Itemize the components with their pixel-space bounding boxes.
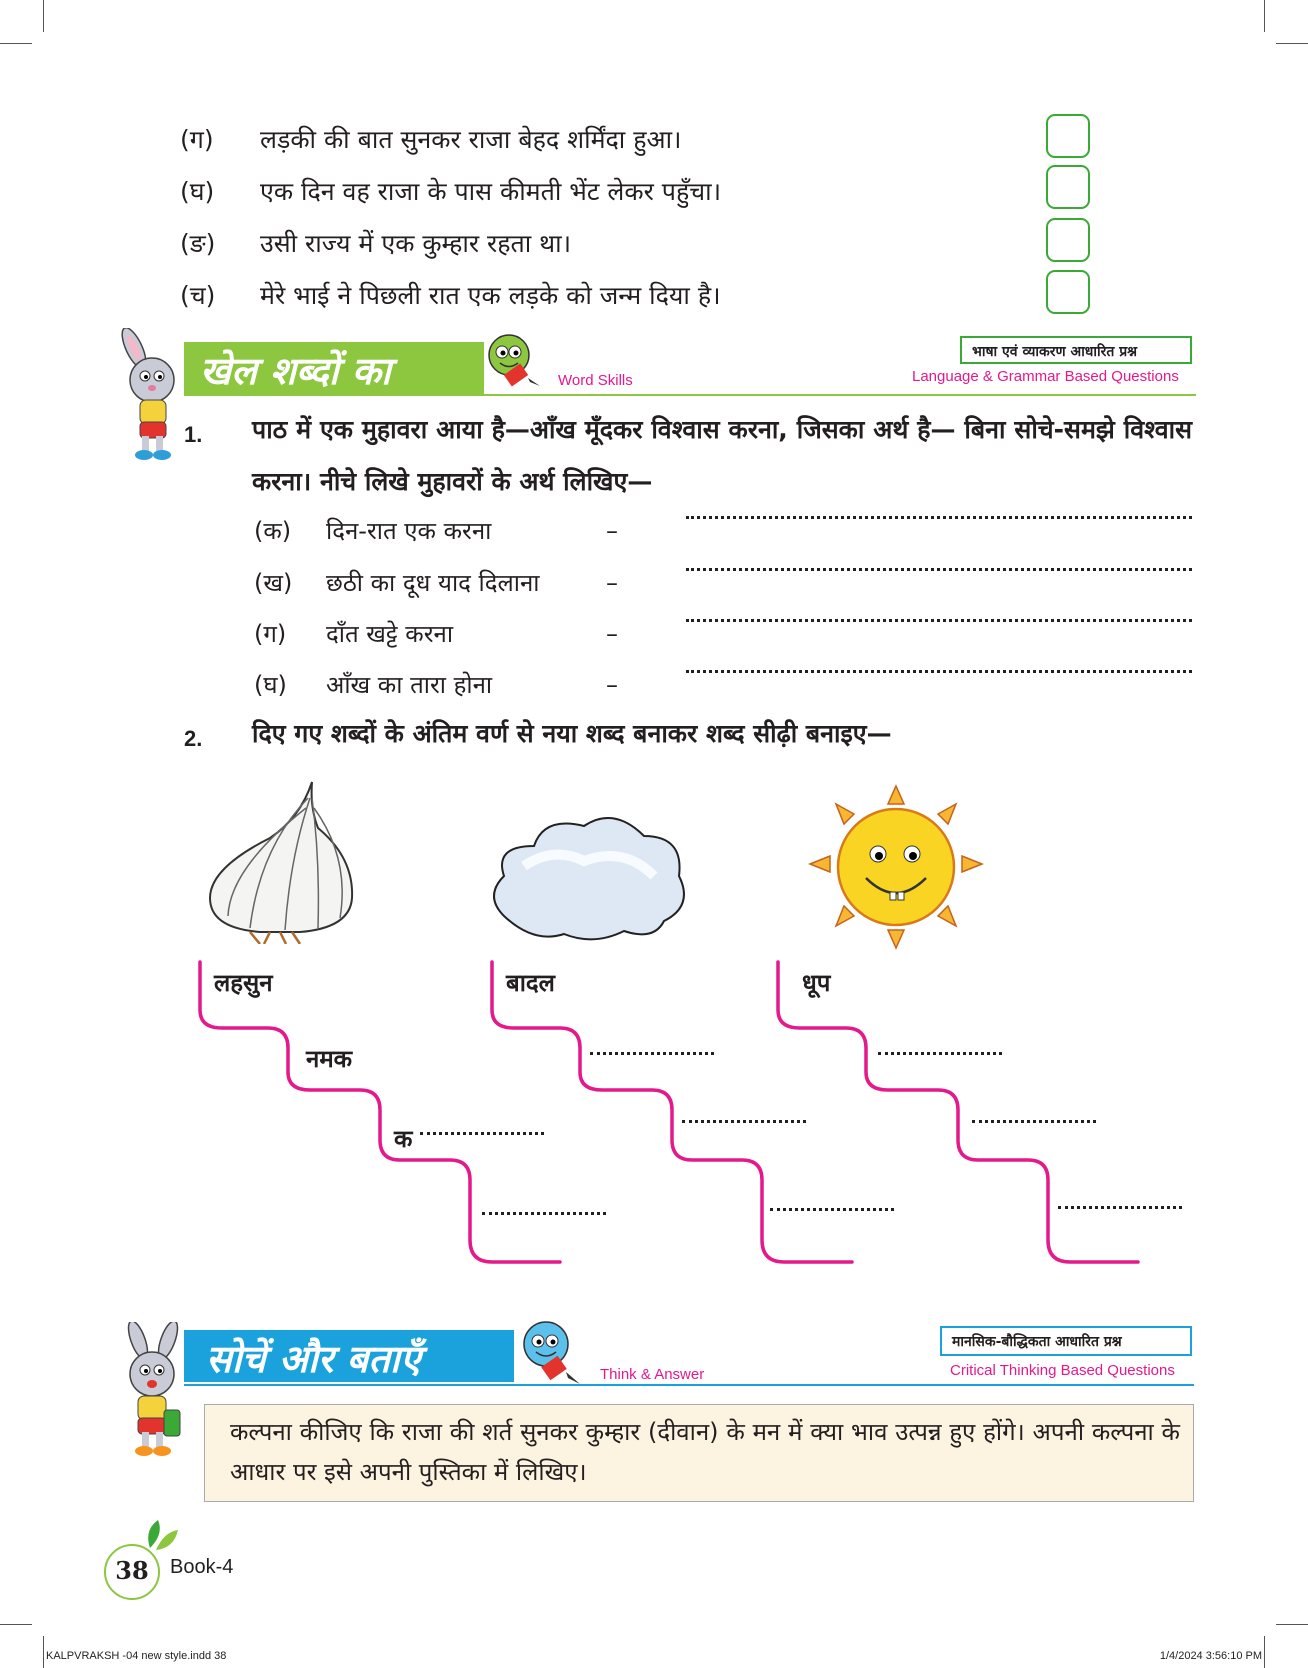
section1-banner-title: खेल शब्दों का	[200, 348, 391, 393]
question-text: दिए गए शब्दों के अंतिम वर्ण से नया शब्द बनाकर शब्द सीढ़ी बनाइए—	[252, 719, 892, 748]
section2-tag-english: Critical Thinking Based Questions	[950, 1362, 1175, 1379]
section2-tag: मानसिक-बौद्धिकता आधारित प्रश्न	[940, 1326, 1192, 1356]
page-number: 38	[115, 1556, 149, 1585]
pencil-mascot-icon	[518, 1316, 584, 1390]
ladder-answer-line[interactable]	[482, 1212, 606, 1215]
section2-subtitle: Think & Answer	[600, 1366, 705, 1383]
rabbit-mascot-icon	[112, 1322, 192, 1458]
idiom-label: (घ)	[254, 671, 287, 699]
idiom-dash: –	[606, 670, 618, 699]
section2-rule	[184, 1384, 1194, 1386]
ladder-answer-line[interactable]	[1058, 1206, 1182, 1209]
footer-timestamp: 1/4/2024 3:56:10 PM	[1159, 1650, 1262, 1662]
ladder-answer-line[interactable]	[972, 1120, 1096, 1123]
idiom-text: आँख का तारा होना	[326, 671, 493, 699]
ladder-start-word: बादल	[506, 969, 555, 997]
book-label: Book-4	[170, 1556, 234, 1578]
ladder-answer-line[interactable]	[770, 1208, 894, 1211]
ladder-word: नमक	[306, 1045, 353, 1073]
idiom-label: (ख)	[254, 569, 293, 597]
question-number: 1.	[184, 422, 203, 447]
ladder-word: क	[394, 1125, 413, 1153]
ladder-start-word: धूप	[802, 969, 831, 997]
think-prompt-text: कल्पना कीजिए कि राजा की शर्त सुनकर कुम्हार (दीवान) के मन में क्या भाव उत्पन्न हुए होंगे। अपनी कल्पना के आधार पर इसे अपनी पुस्तिका में लिखिए।	[230, 1418, 1180, 1486]
idiom-text: दिन-रात एक करना	[326, 517, 492, 545]
idiom-text: छठी का दूध याद दिलाना	[326, 569, 540, 597]
ladder-answer-line[interactable]	[420, 1132, 544, 1135]
idiom-dash: –	[606, 568, 618, 597]
section1-tag: भाषा एवं व्याकरण आधारित प्रश्न	[960, 336, 1192, 364]
item-text: मेरे भाई ने पिछली रात एक लड़के को जन्म दिया है।	[260, 281, 721, 310]
idiom-label: (ग)	[254, 620, 287, 648]
idiom-dash: –	[606, 516, 618, 545]
section1-tag-english: Language & Grammar Based Questions	[912, 368, 1179, 385]
footer-file: KALPVRAKSH -04 new style.indd 38	[46, 1650, 227, 1662]
idiom-label: (क)	[254, 517, 292, 545]
idiom-dash: –	[606, 619, 618, 648]
ladder-answer-line[interactable]	[590, 1052, 714, 1055]
question-text: पाठ में एक मुहावरा आया है—आँख मूँदकर विश्वास करना, जिसका अर्थ है— बिना सोचे-समझे विश्वास करना। नीचे लिखे मुहावरों के अर्थ लिखिए—	[252, 415, 1192, 496]
item-text: एक दिन वह राजा के पास कीमती भेंट लेकर पहुँचा।	[260, 177, 722, 206]
ladder-answer-line[interactable]	[878, 1052, 1002, 1055]
item-label: (ग)	[180, 125, 214, 154]
section2-banner-title: सोचें और बताएँ	[206, 1336, 421, 1381]
item-label: (च)	[180, 281, 216, 310]
ladder-answer-line[interactable]	[682, 1120, 806, 1123]
item-text: उसी राज्य में एक कुम्हार रहता था।	[260, 229, 572, 258]
item-text: लड़की की बात सुनकर राजा बेहद शर्मिंदा हुआ।	[260, 125, 682, 154]
ladder-start-word: लहसुन	[214, 969, 273, 997]
idiom-text: दाँत खट्टे करना	[326, 620, 454, 648]
item-label: (ङ)	[180, 229, 216, 258]
item-label: (घ)	[180, 177, 215, 206]
section1-subtitle: Word Skills	[558, 372, 633, 389]
question-number: 2.	[184, 726, 203, 751]
